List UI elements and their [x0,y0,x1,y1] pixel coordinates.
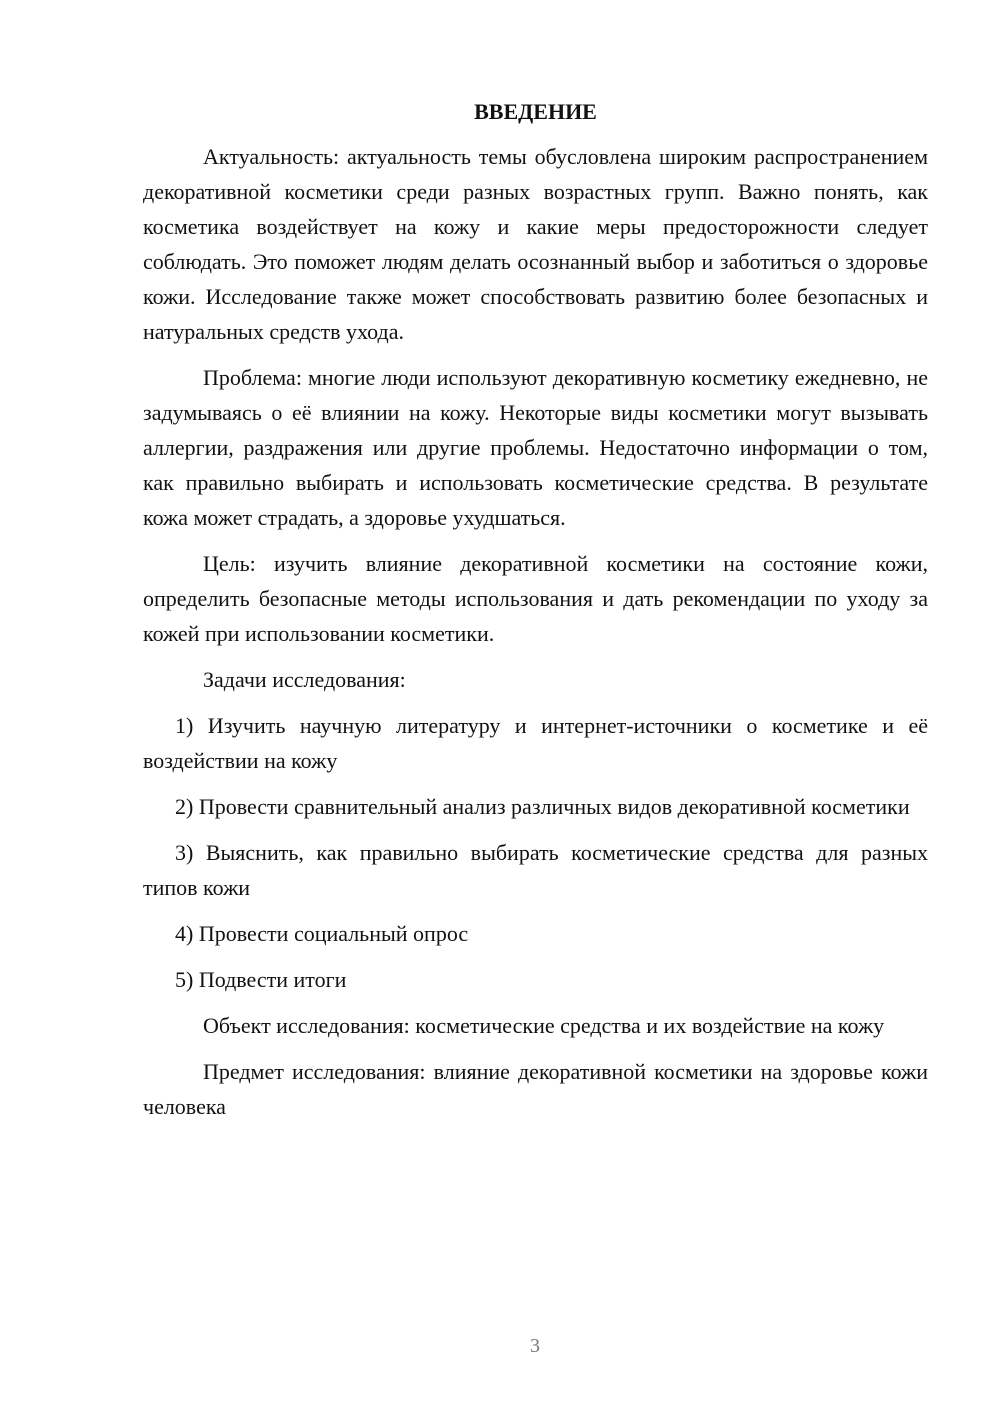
tasks-heading: Задачи исследования: [203,667,406,692]
goal-paragraph: Цель: изучить влияние декоративной косметики на состояние кожи, определить безопасные методы использования и дать рекомендации по уходу за кожей при использовании косметики. [143,551,928,646]
subject-paragraph: Предмет исследования: влияние декоративной косметики на здоровье кожи человека [143,1059,928,1119]
document-page [143,94,928,1124]
task-item-5: 5) Подвести итоги [175,967,347,992]
task-item-1: 1) Изучить научную литературу и интернет-источники о косметике и её воздействии на кожу [143,713,928,773]
task-item-4: 4) Провести социальный опрос [175,921,469,946]
task-item-3: 3) Выяснить, как правильно выбирать косметические средства для разных типов кожи [143,840,928,900]
problem-paragraph: Проблема: многие люди используют декоративную косметику ежедневно, не задумываясь о её влиянии на кожу. Некоторые виды косметики могут вызывать аллергии, раздражения или другие проблемы. Недостаточно информации о том, как правильно выбирать и использовать косметические средства. В результате кожа может страдать, а здоровье ухудшаться. [143,365,928,530]
task-item-2: 2) Провести сравнительный анализ различных видов декоративной косметики [175,794,910,819]
object-paragraph: Объект исследования: косметические средства и их воздействие на кожу [203,1013,885,1038]
page-number: 3 [530,1335,540,1357]
page-title: ВВЕДЕНИЕ [474,99,597,124]
relevance-paragraph: Актуальность: актуальность темы обусловлена широким распространением декоративной косметики среди разных возрастных групп. Важно понять, как косметика воздействует на кожу и какие меры предосторожности следует соблюдать. Это поможет людям делать осознанный выбор и заботиться о здоровье кожи. Исследование также может способствовать развитию более безопасных и натуральных средств ухода. [143,144,928,344]
